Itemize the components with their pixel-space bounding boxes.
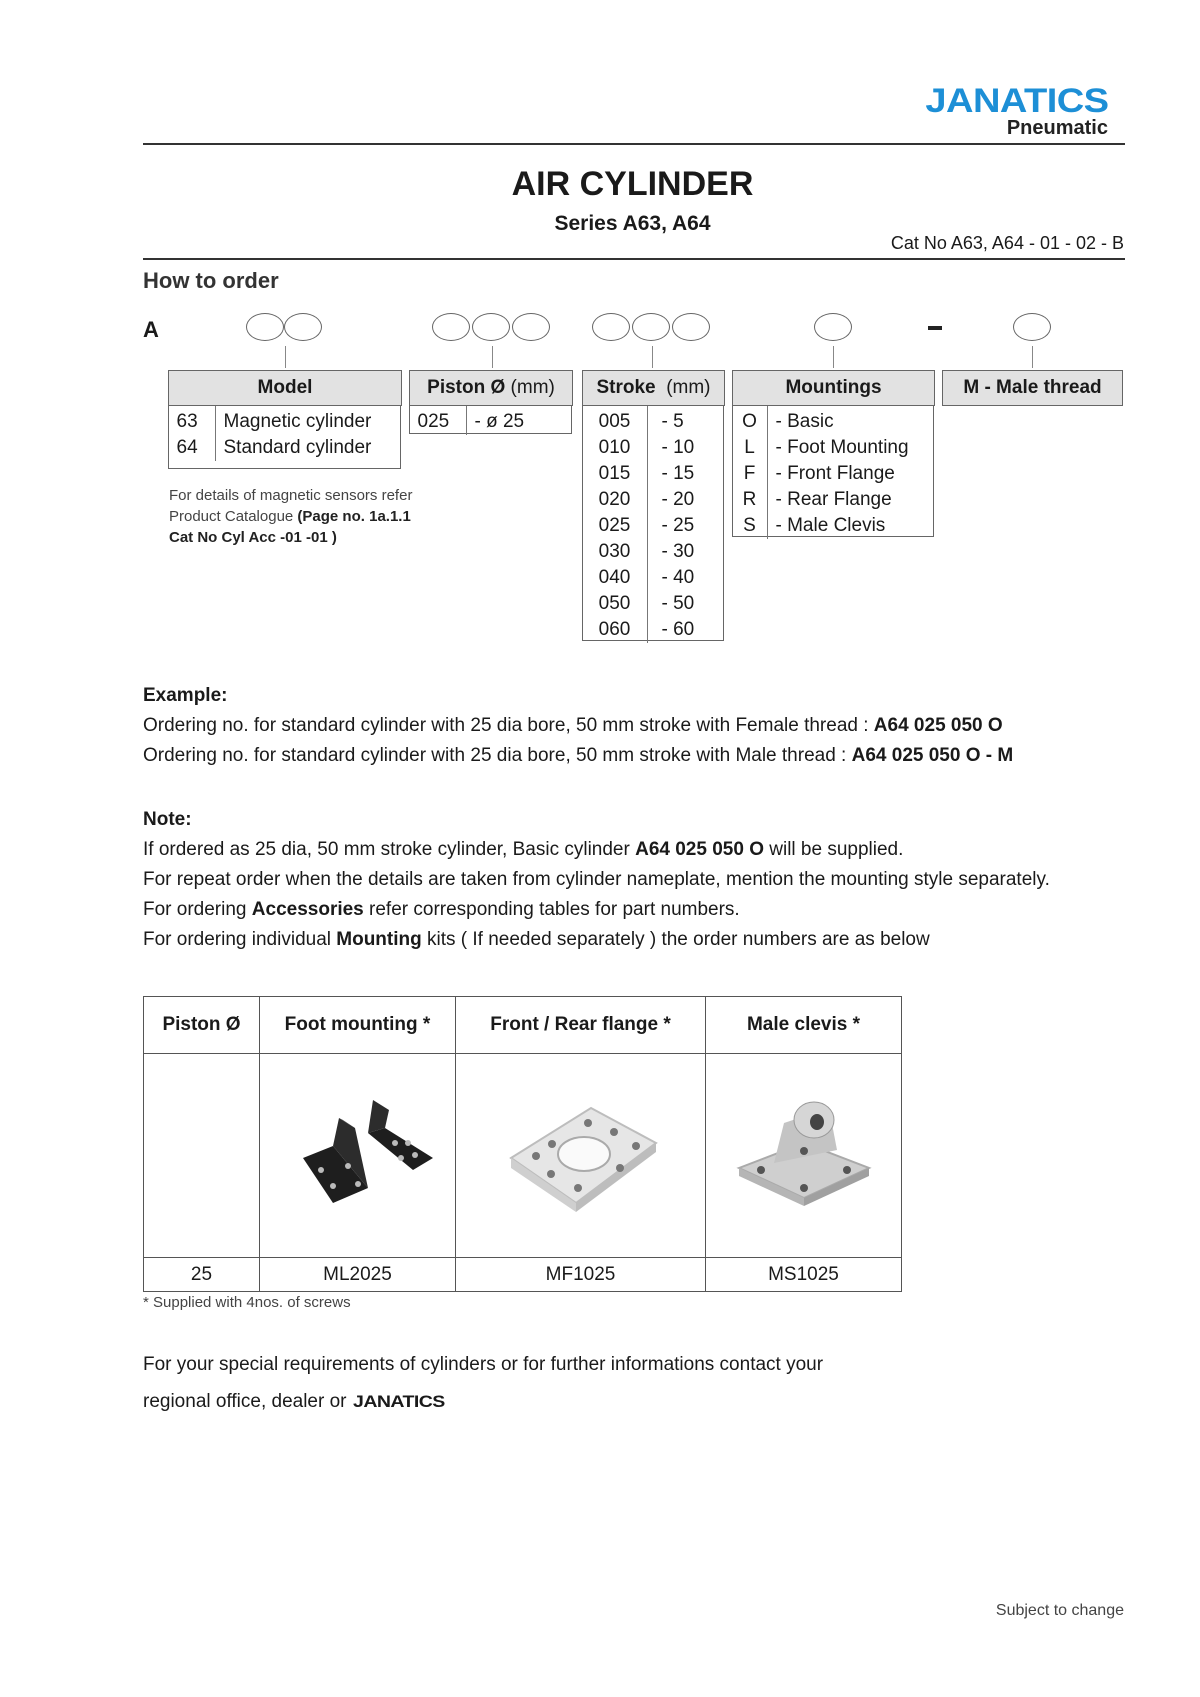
- sensor-note-line: Product Catalogue (Page no. 1a.1.1: [169, 508, 411, 525]
- sensor-note: [169, 485, 412, 548]
- sensor-note-line: Cat No Cyl Acc -01 -01 ): [169, 529, 337, 546]
- model-code: 64: [169, 435, 216, 461]
- mounting-code: R: [733, 487, 768, 513]
- stroke-code: 020: [583, 487, 648, 513]
- note-line: If ordered as 25 dia, 50 mm stroke cylinder, Basic cylinder A64 025 050 O will be supplied.: [143, 839, 904, 860]
- stroke-header-label: Stroke: [596, 377, 656, 398]
- mounting-desc: - Basic: [775, 411, 834, 432]
- stroke-code: 010: [583, 435, 648, 461]
- mounting-desc: - Front Flange: [775, 463, 895, 484]
- mounting-code: S: [733, 513, 768, 539]
- sensor-note-line: For details of magnetic sensors refer: [169, 487, 413, 504]
- brand-logo: JANATICS: [924, 82, 1108, 120]
- clevis-image-cell: [706, 1054, 902, 1258]
- code-slot: [632, 313, 670, 341]
- code-slot: [1013, 313, 1051, 341]
- code-slot: [472, 313, 510, 341]
- note-heading: Note:: [143, 809, 192, 830]
- example-section: [143, 681, 1013, 771]
- image-cell-empty: [144, 1054, 260, 1258]
- connector-line: [285, 346, 286, 368]
- piston-desc: - ø 25: [474, 411, 525, 432]
- mounting-desc: - Male Clevis: [775, 515, 886, 536]
- mounting-code: F: [733, 461, 768, 487]
- piston-value: 25: [144, 1258, 260, 1292]
- clevis-part-number: MS1025: [706, 1258, 902, 1292]
- piston-table: [409, 370, 573, 435]
- mounting-desc: - Foot Mounting: [775, 437, 909, 458]
- piston-code: 025: [410, 406, 467, 436]
- foot-mounting-image-cell: [260, 1054, 456, 1258]
- stroke-code: 060: [583, 617, 648, 643]
- example-line: Ordering no. for standard cylinder with 25 dia bore, 50 mm stroke with Male thread : A64 025 050 O - M: [143, 745, 1014, 766]
- stroke-code: 030: [583, 539, 648, 565]
- mounting-code: O: [733, 406, 768, 436]
- model-desc: Magnetic cylinder: [223, 411, 372, 432]
- model-code: 63: [169, 406, 216, 436]
- mountings-table: [732, 370, 935, 539]
- page-title: AIR CYLINDER: [511, 165, 754, 203]
- clevis-image: [719, 1088, 889, 1218]
- note-section: [143, 805, 1050, 955]
- stroke-code: 050: [583, 591, 648, 617]
- stroke-desc: - 15: [661, 463, 695, 484]
- model-desc: Standard cylinder: [223, 437, 372, 458]
- mounting-kits-table: [143, 996, 902, 1292]
- contact-line: For your special requirements of cylinders or for further informations contact your: [143, 1354, 824, 1375]
- col-header-flange: Front / Rear flange *: [456, 997, 706, 1054]
- catalog-number: Cat No A63, A64 - 01 - 02 - B: [890, 233, 1124, 253]
- model-header: Model: [169, 371, 402, 406]
- stroke-header-unit: (mm): [666, 377, 711, 398]
- footnote: * Supplied with 4nos. of screws: [143, 1294, 351, 1311]
- code-slot: [432, 313, 470, 341]
- col-header-foot: Foot mounting *: [260, 997, 456, 1054]
- code-slot: [672, 313, 710, 341]
- how-to-order-heading: How to order: [143, 268, 279, 293]
- connector-line: [492, 346, 493, 368]
- connector-line: [1032, 346, 1033, 368]
- foot-part-number: ML2025: [260, 1258, 456, 1292]
- brand-tagline: Pneumatic: [1006, 117, 1108, 139]
- example-line: Ordering no. for standard cylinder with 25 dia bore, 50 mm stroke with Female thread : A64 025 050 O: [143, 715, 1003, 736]
- header-rule: [143, 143, 1125, 145]
- col-header-piston: Piston Ø: [144, 997, 260, 1054]
- contact-line: regional office, dealer or JANATICS: [143, 1383, 823, 1420]
- stroke-code: 025: [583, 513, 648, 539]
- code-dash: [928, 326, 942, 330]
- piston-header: [410, 371, 573, 406]
- stroke-code: 015: [583, 461, 648, 487]
- note-line: For repeat order when the details are taken from cylinder nameplate, mention the mounting style separately.: [143, 869, 1050, 890]
- stroke-desc: - 40: [661, 567, 695, 588]
- code-slot: [512, 313, 550, 341]
- col-header-clevis: Male clevis *: [706, 997, 902, 1054]
- piston-header-unit: (mm): [510, 377, 555, 398]
- note-line: For ordering individual Mounting kits ( If needed separately ) the order numbers are as below: [143, 929, 930, 950]
- page-subtitle: Series A63, A64: [554, 212, 711, 235]
- flange-image-cell: [456, 1054, 706, 1258]
- stroke-desc: - 50: [661, 593, 695, 614]
- mounting-desc: - Rear Flange: [775, 489, 892, 510]
- stroke-header: [583, 371, 725, 406]
- code-prefix: A: [143, 317, 159, 342]
- male-thread-table: [942, 370, 1123, 406]
- stroke-desc: - 25: [661, 515, 695, 536]
- code-slot: [246, 313, 284, 341]
- piston-header-label: Piston Ø: [427, 377, 506, 398]
- stroke-code: 005: [583, 406, 648, 436]
- male-thread-label: M - Male thread: [943, 371, 1123, 406]
- code-slot: [592, 313, 630, 341]
- flange-image: [496, 1088, 666, 1218]
- stroke-desc: - 5: [661, 411, 684, 432]
- foot-mounting-image: [273, 1088, 443, 1218]
- example-heading: Example:: [143, 685, 228, 706]
- code-slot: [284, 313, 322, 341]
- flange-part-number: MF1025: [456, 1258, 706, 1292]
- mounting-code: L: [733, 435, 768, 461]
- stroke-table: [582, 370, 725, 643]
- stroke-desc: - 60: [661, 619, 695, 640]
- stroke-desc: - 10: [661, 437, 695, 458]
- model-table: [168, 370, 402, 461]
- mountings-header: Mountings: [733, 371, 935, 406]
- footer-note: Subject to change: [995, 1602, 1124, 1619]
- stroke-desc: - 20: [661, 489, 695, 510]
- note-line: For ordering Accessories refer corresponding tables for part numbers.: [143, 899, 740, 920]
- title-rule: [143, 258, 1125, 260]
- brand-logo-small: JANATICS: [352, 1392, 445, 1411]
- stroke-code: 040: [583, 565, 648, 591]
- connector-line: [833, 346, 834, 368]
- stroke-desc: - 30: [661, 541, 695, 562]
- connector-line: [652, 346, 653, 368]
- contact-section: [143, 1346, 823, 1420]
- code-slot: [814, 313, 852, 341]
